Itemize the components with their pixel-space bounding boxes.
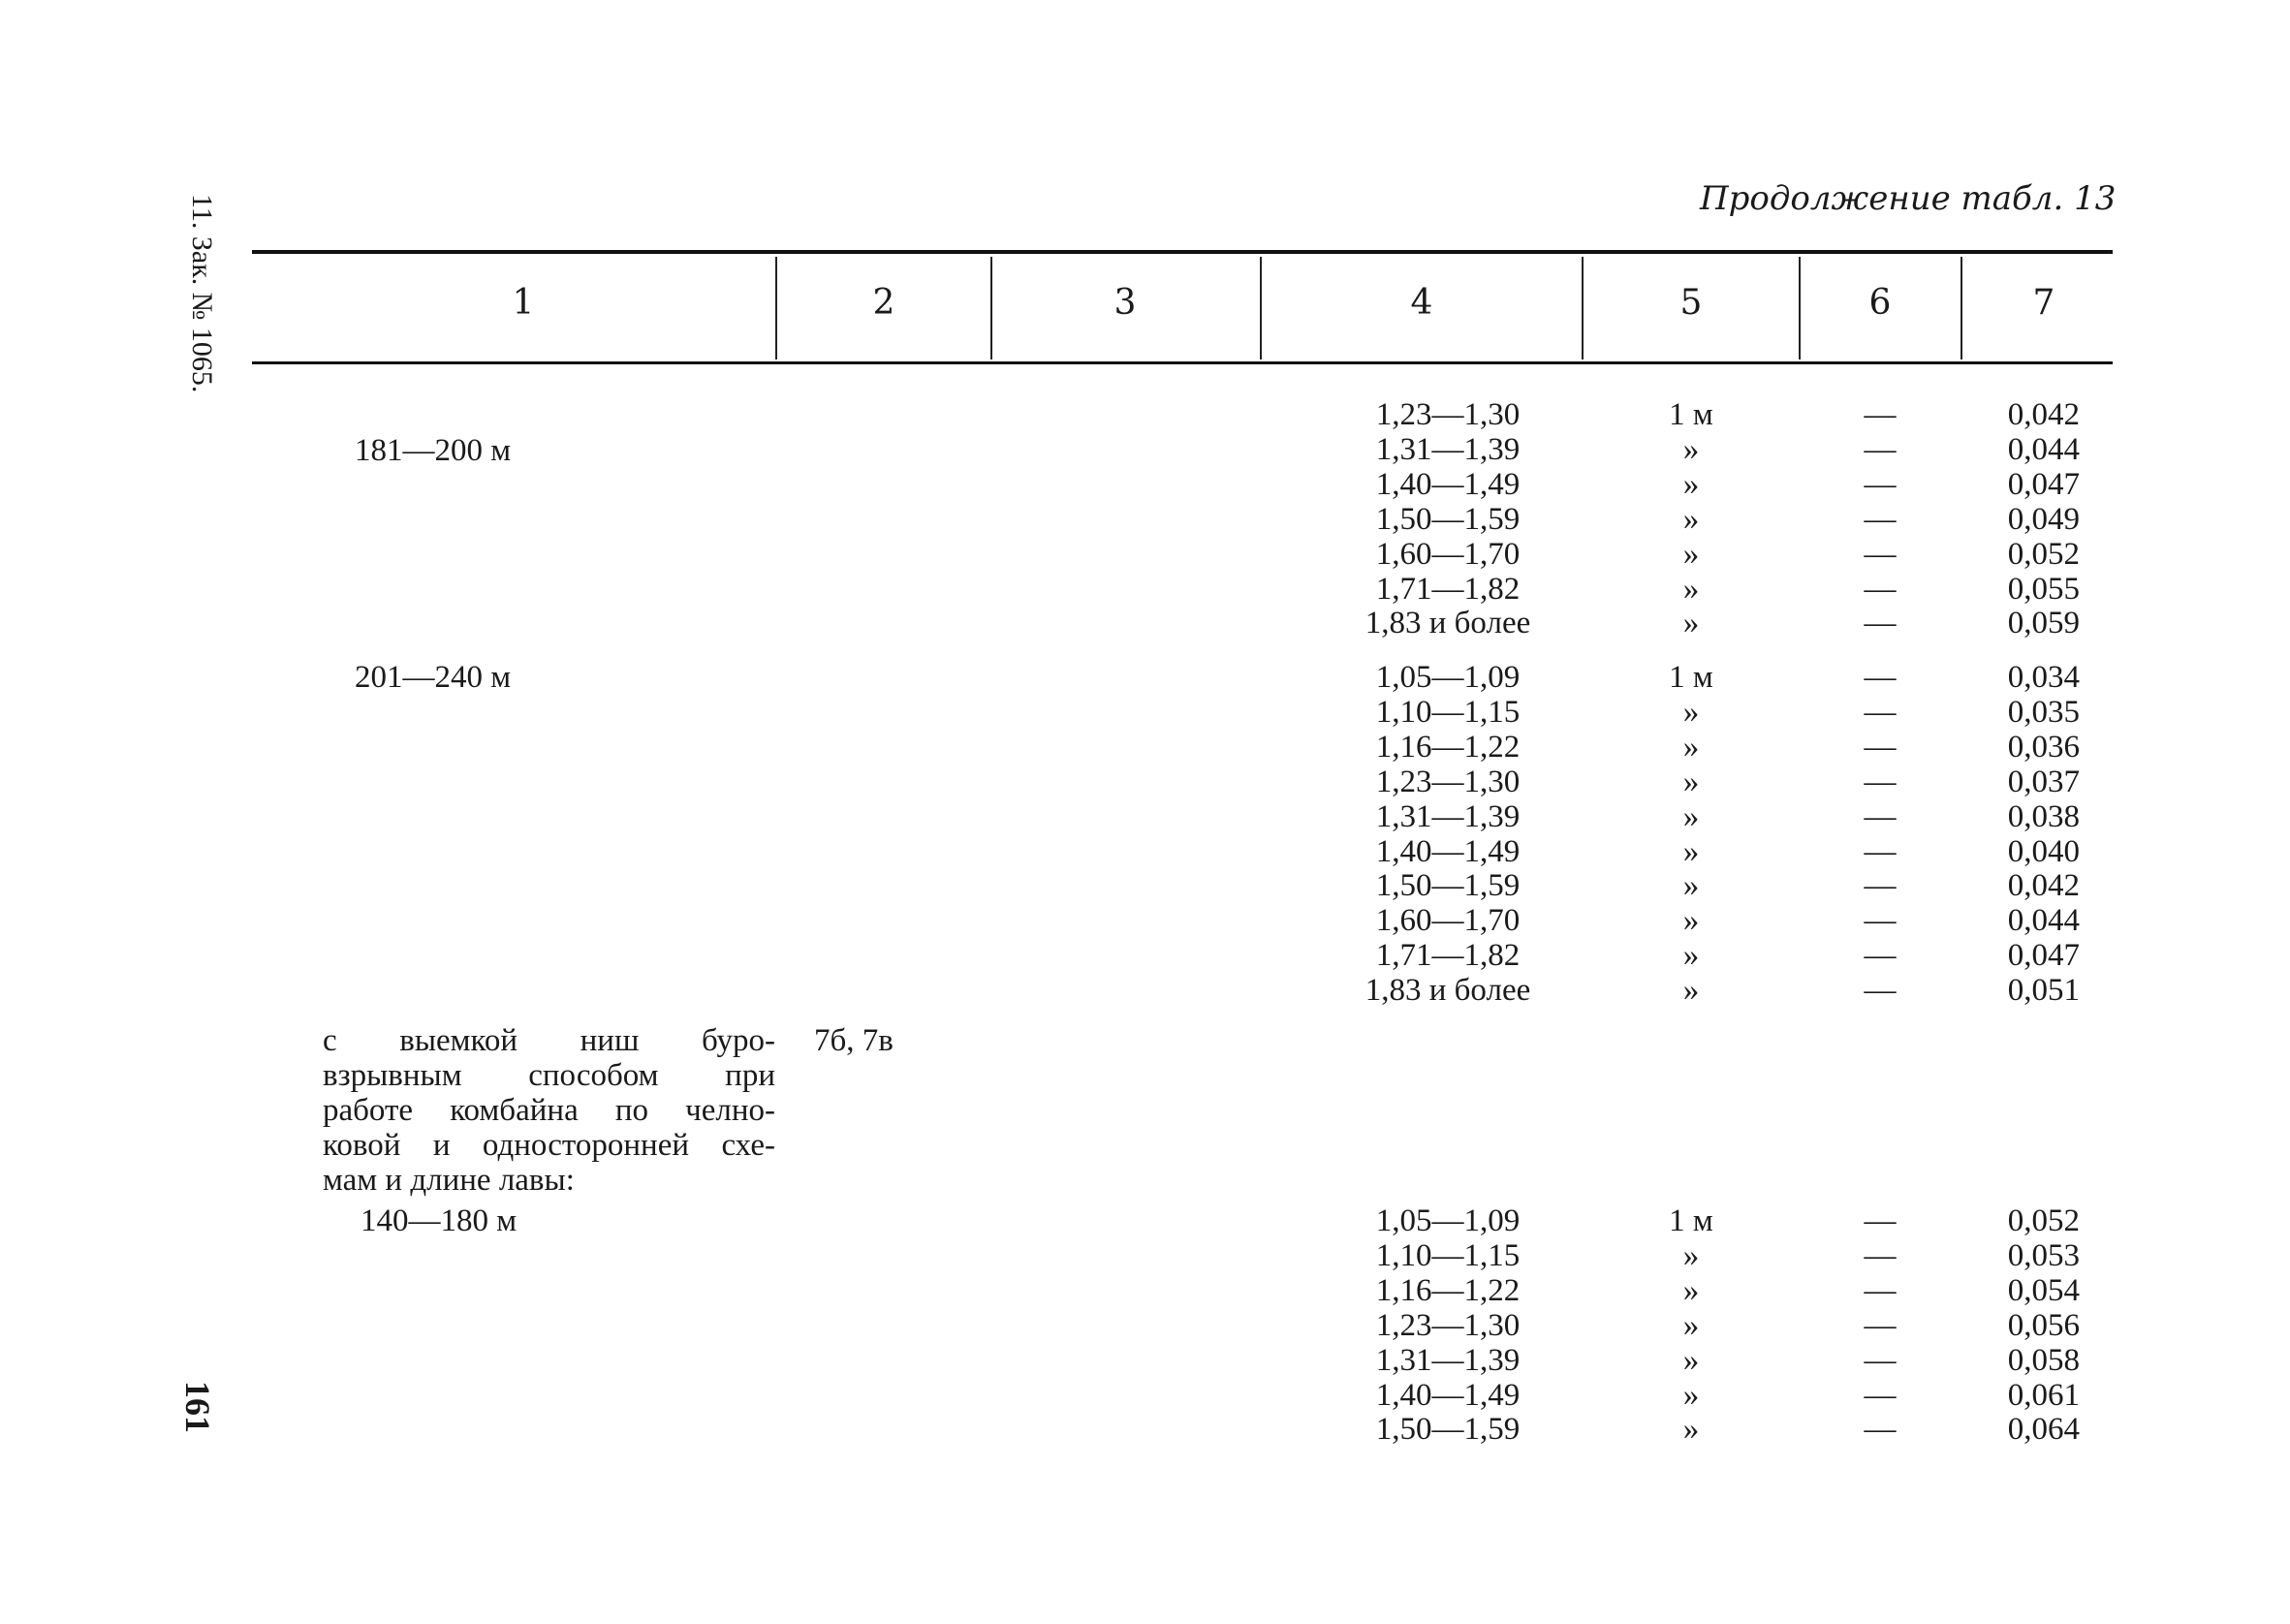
cell-range: 1,40—1,49 [1375,833,1521,869]
cell-value: 0,042 [2007,868,2080,904]
cell-unit: 1 м [1669,660,1713,695]
cell-unit: » [1682,606,1700,641]
cell-dash: — [1864,973,1897,1009]
cell-unit: » [1682,1342,1700,1378]
cell-range: 1,60—1,70 [1375,903,1521,939]
cell-value: 0,055 [2007,571,2080,607]
cell-unit: » [1682,903,1700,939]
cell-dash: — [1864,938,1897,974]
group-label: 201—240 м [355,660,512,695]
cell-range: 1,23—1,30 [1375,1307,1521,1343]
cell-value: 0,042 [2007,397,2080,432]
cell-unit: » [1682,536,1700,572]
cell-unit: » [1682,1307,1700,1343]
row-reference: 7б, 7в [814,1023,894,1058]
cell-value: 0,064 [2007,1412,2080,1448]
cell-dash: — [1864,1237,1897,1273]
cell-value: 0,051 [2007,973,2080,1009]
cell-value: 0,040 [2007,833,2080,869]
cell-range: 1,16—1,22 [1375,729,1521,765]
cell-dash: — [1864,798,1897,834]
cell-value: 0,047 [2007,938,2080,974]
cell-range: 1,71—1,82 [1375,938,1521,974]
note-line: ковой и односторонней схе- [323,1128,775,1163]
cell-value: 0,058 [2007,1342,2080,1378]
cell-dash: — [1864,466,1897,502]
cell-unit: » [1682,833,1700,869]
cell-value: 0,044 [2007,903,2080,939]
column-divider [1799,257,1801,359]
cell-range: 1,50—1,59 [1375,1412,1521,1448]
cell-dash: — [1864,501,1897,537]
cell-unit: » [1682,1237,1700,1273]
header-col-7: 7 [2032,283,2055,323]
cell-value: 0,053 [2007,1237,2080,1273]
cell-range: 1,10—1,15 [1375,1237,1521,1273]
cell-unit: » [1682,694,1700,730]
cell-value: 0,036 [2007,729,2080,765]
cell-dash: — [1864,694,1897,730]
running-head: 11. Зак. № 1065. [186,194,218,393]
cell-value: 0,047 [2007,466,2080,502]
cell-dash: — [1864,903,1897,939]
cell-unit: » [1682,466,1700,502]
cell-unit: » [1682,1272,1700,1308]
cell-range: 1,05—1,09 [1375,660,1521,695]
header-col-1: 1 [512,283,535,323]
cell-unit: » [1682,1377,1700,1413]
cell-unit: 1 м [1669,1203,1713,1238]
cell-range: 1,83 и более [1365,973,1531,1009]
cell-dash: — [1864,660,1897,695]
table-caption: Продолжение табл. 13 [1700,179,2117,218]
cell-unit: » [1682,1412,1700,1448]
cell-unit: » [1682,868,1700,904]
column-divider [1582,257,1584,359]
cell-value: 0,054 [2007,1272,2080,1308]
cell-range: 1,23—1,30 [1375,764,1521,799]
header-col-2: 2 [872,283,895,323]
header-col-4: 4 [1410,283,1433,323]
cell-range: 1,50—1,59 [1375,868,1521,904]
note-line: с выемкой ниш буро- [323,1023,775,1058]
cell-value: 0,059 [2007,606,2080,641]
note-line: мам и длине лавы: [323,1163,575,1198]
cell-range: 1,05—1,09 [1375,1203,1521,1238]
cell-dash: — [1864,536,1897,572]
cell-range: 1,60—1,70 [1375,536,1521,572]
column-divider [1260,257,1262,359]
group-label: 181—200 м [355,433,512,468]
cell-dash: — [1864,833,1897,869]
cell-dash: — [1864,1272,1897,1308]
cell-range: 1,23—1,30 [1375,397,1521,432]
table-header-rule [252,361,2113,364]
cell-range: 1,10—1,15 [1375,694,1521,730]
cell-range: 1,16—1,22 [1375,1272,1521,1308]
cell-dash: — [1864,1342,1897,1378]
cell-dash: — [1864,606,1897,641]
note-line: работе комбайна по челно- [323,1093,775,1128]
column-divider [1961,257,1962,359]
cell-range: 1,31—1,39 [1375,431,1521,467]
cell-value: 0,056 [2007,1307,2080,1343]
cell-range: 1,83 и более [1365,606,1531,641]
cell-unit: » [1682,973,1700,1009]
header-col-5: 5 [1679,283,1703,323]
cell-dash: — [1864,1203,1897,1238]
cell-range: 1,40—1,49 [1375,1377,1521,1413]
cell-value: 0,038 [2007,798,2080,834]
cell-range: 1,50—1,59 [1375,501,1521,537]
cell-unit: » [1682,571,1700,607]
cell-range: 1,31—1,39 [1375,798,1521,834]
cell-value: 0,037 [2007,764,2080,799]
cell-value: 0,044 [2007,431,2080,467]
cell-unit: » [1682,938,1700,974]
cell-value: 0,052 [2007,1203,2080,1238]
cell-dash: — [1864,397,1897,432]
cell-dash: — [1864,868,1897,904]
cell-unit: » [1682,729,1700,765]
cell-unit: » [1682,764,1700,799]
cell-value: 0,049 [2007,501,2080,537]
cell-dash: — [1864,1307,1897,1343]
cell-dash: — [1864,571,1897,607]
cell-dash: — [1864,764,1897,799]
cell-unit: » [1682,501,1700,537]
cell-dash: — [1864,729,1897,765]
cell-value: 0,061 [2007,1377,2080,1413]
cell-unit: 1 м [1669,397,1713,432]
cell-unit: » [1682,431,1700,467]
cell-value: 0,034 [2007,660,2080,695]
cell-range: 1,71—1,82 [1375,571,1521,607]
note-line: взрывным способом при [323,1058,775,1093]
column-divider [990,257,992,359]
header-col-3: 3 [1114,283,1137,323]
row-description [323,1023,775,1198]
cell-unit: » [1682,798,1700,834]
header-col-6: 6 [1868,283,1892,323]
cell-dash: — [1864,1412,1897,1448]
cell-dash: — [1864,1377,1897,1413]
cell-value: 0,052 [2007,536,2080,572]
cell-dash: — [1864,431,1897,467]
cell-range: 1,31—1,39 [1375,1342,1521,1378]
page-number: 161 [178,1381,217,1433]
table-top-rule [252,250,2113,254]
cell-range: 1,40—1,49 [1375,466,1521,502]
column-divider [775,257,777,359]
cell-value: 0,035 [2007,694,2080,730]
group-label: 140—180 м [361,1203,518,1238]
